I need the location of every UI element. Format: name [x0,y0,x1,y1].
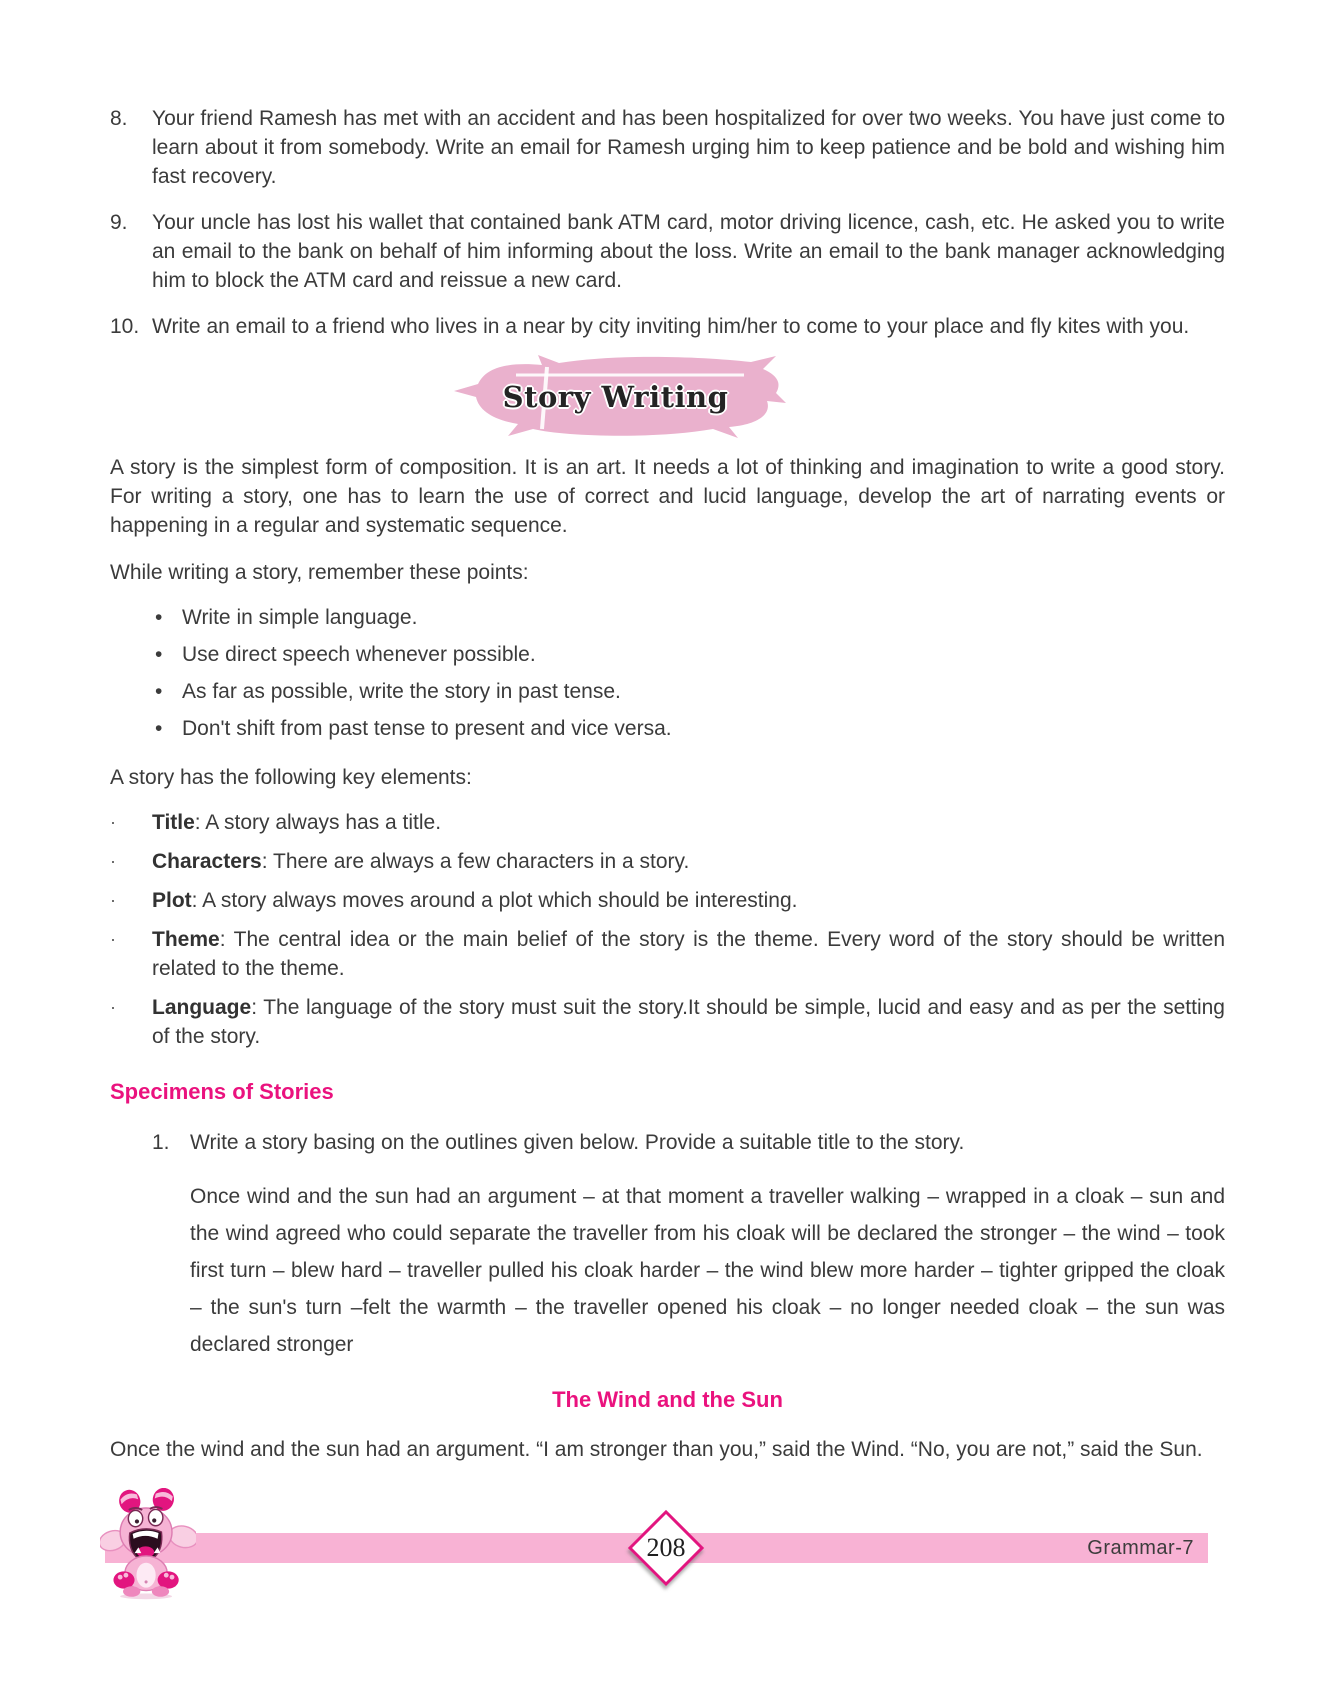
element-term: Theme [152,928,220,951]
section-intro: A story is the simplest form of composition. It is an art. It needs a lot of thinking and imagination to write a good story. For writing a story, one has to learn the use of correct and lucid language, develop the art of narrating events or happening in a regular and systematic sequence. [110,456,1225,537]
page-number-diamond [634,1516,698,1580]
exercise-item-10 [110,312,1225,341]
list-item-text: As far as possible, write the story in past tense. [182,680,621,703]
specimens-heading: Specimens of Stories [110,1079,334,1104]
element-text [152,993,1225,1051]
list-item [155,677,1225,706]
element-text [152,847,1225,876]
book-label: Grammar-7 [1087,1537,1194,1559]
list-item [155,603,1225,632]
writing-points-list [110,603,1225,743]
element-term: Title [152,811,195,834]
element-term: Plot [152,889,192,912]
exercise-number: 10. [110,315,140,338]
exercise-number: 9. [110,211,128,234]
list-item [155,714,1225,743]
bullet-icon: • [155,606,163,629]
specimen-exercise-1 [152,1128,1225,1157]
story-outline: Once wind and the sun had an argument – at that moment a traveller walking – wrapped in a cloak – sun and the wind agreed who could separate the traveller from his cloak will be declared the stronger – the wind – took first turn – blew hard – traveller pulled his cloak harder – the wind blew more harder – tighter gripped the cloak – the sun's turn –felt the warmth – the traveller opened his cloak – no longer needed cloak – the sun was declared stronger [190,1185,1225,1356]
exercise-number: 1. [152,1131,170,1154]
exercise-number: 8. [110,107,128,130]
elements-intro: A story has the following key elements: [110,766,472,789]
dot-icon: · [110,929,116,949]
list-item [110,925,1225,983]
dot-icon: · [110,997,116,1017]
list-item-text: Don't shift from past tense to present and vice versa. [182,717,672,740]
exercise-text: Write a story basing on the outlines given below. Provide a suitable title to the story. [190,1131,965,1154]
exercise-text: Write an email to a friend who lives in a near by city inviting him/her to come to your place and fly kites with you. [152,315,1190,338]
element-text [152,925,1225,983]
story-opening-paragraph: Once the wind and the sun had an argument. “I am stronger than you,” said the Wind. “No, you are not,” said the Sun. [110,1438,1203,1461]
list-item [110,847,1225,876]
points-intro: While writing a story, remember these points: [110,561,529,584]
dot-icon: · [110,890,116,910]
bullet-icon: • [155,680,163,703]
element-desc: : The language of the story must suit the story.It should be simple, lucid and easy and as per the setting of the story. [152,996,1225,1048]
list-item-text: Use direct speech whenever possible. [182,643,536,666]
exercise-text: Your uncle has lost his wallet that contained bank ATM card, motor driving licence, cash, etc. He asked you to write an email to the bank on behalf of him informing about the loss. Write an email to the bank manager acknowledging him to block the ATM card and reissue a new card. [152,211,1225,292]
exercise-item-8 [110,104,1225,191]
element-desc: : A story always has a title. [194,811,442,834]
list-item [110,808,1225,837]
exercise-text: Your friend Ramesh has met with an accident and has been hospitalized for over two weeks. You have just come to learn about it from somebody. Write an email for Ramesh urging him to keep patience and be bold and wishing him fast recovery. [152,107,1225,188]
story-title: The Wind and the Sun [552,1387,783,1412]
page-content [110,104,1225,1485]
list-item [110,993,1225,1051]
crying-dog-mascot-icon [100,1488,196,1600]
element-term: Language [152,996,252,1019]
section-banner-row [110,349,1225,445]
list-item [155,640,1225,669]
element-text [152,886,1225,915]
exercise-item-9 [110,208,1225,295]
element-desc: : There are always a few characters in a story. [261,850,690,873]
key-elements-list [110,808,1225,1051]
section-title: Story Writing [502,380,729,414]
bullet-icon: • [155,643,163,666]
story-writing-banner [446,349,786,444]
element-desc: : The central idea or the main belief of the story is the theme. Every word of the story should be written related to the theme. [152,928,1225,980]
element-text [152,808,1225,837]
list-item-text: Write in simple language. [182,606,418,629]
element-term: Characters [152,850,262,873]
list-item [110,886,1225,915]
element-desc: : A story always moves around a plot which should be interesting. [191,889,798,912]
page-number: 208 [646,1533,686,1562]
dot-icon: · [110,812,116,832]
bullet-icon: • [155,717,163,740]
dot-icon: · [110,851,116,871]
